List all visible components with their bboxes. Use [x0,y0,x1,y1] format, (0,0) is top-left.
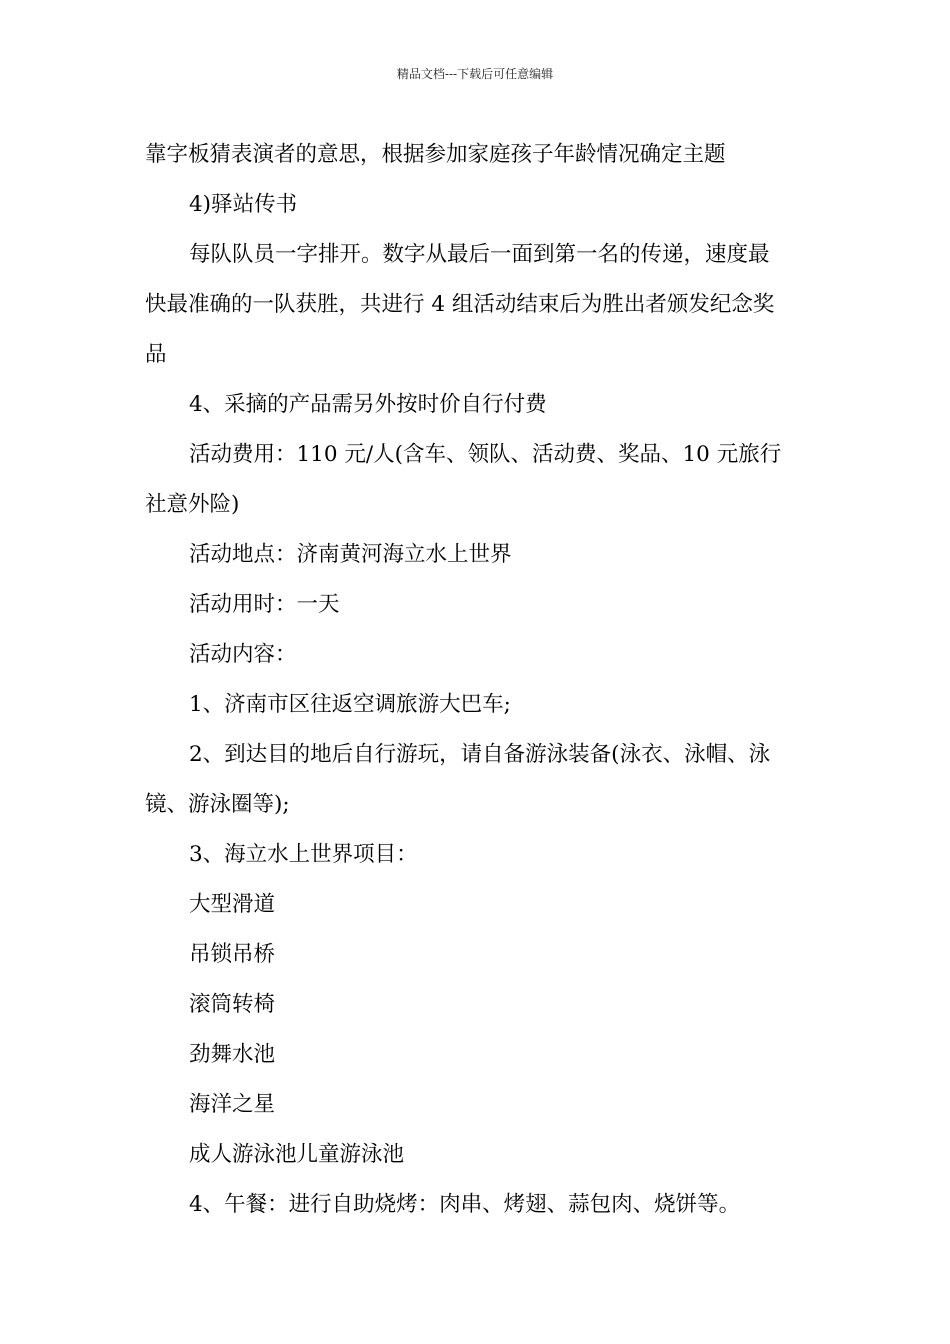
paragraph-line: 每队队员一字排开。数字从最后一面到第一名的传递，速度最 [189,242,770,267]
page-header: 精品文档---下载后可任意编辑 [396,67,554,81]
paragraph-line: 活动用时：一天 [189,592,340,617]
paragraph-line: 社意外险) [145,492,240,517]
paragraph-line: 靠字板猜表演者的意思，根据参加家庭孩子年龄情况确定主题 [145,142,726,167]
list-item: 海洋之星 [189,1092,276,1117]
paragraph-line: 1、济南市区往返空调旅游大巴车; [189,692,511,717]
list-item: 滚筒转椅 [189,992,276,1017]
paragraph-line: 4、采摘的产品需另外按时价自行付费 [189,392,547,417]
list-item: 劲舞水池 [189,1042,276,1067]
paragraph-line: 2、到达目的地后自行游玩，请自备游泳装备(泳衣、泳帽、泳 [189,742,771,767]
list-item: 吊锁吊桥 [189,942,276,967]
paragraph-line: 品 [145,342,167,367]
paragraph-line: 4、午餐：进行自助烧烤：肉串、烤翅、蒜包肉、烧饼等。 [189,1192,741,1217]
paragraph-line: 活动费用：110 元/人(含车、领队、活动费、奖品、10 元旅行 [189,442,782,467]
paragraph-line: 快最准确的一队获胜，共进行 4 组活动结束后为胜出者颁发纪念奖 [145,292,775,317]
paragraph-line: 活动地点：济南黄河海立水上世界 [189,542,512,567]
paragraph-line: 活动内容： [189,642,297,667]
list-item: 成人游泳池儿童游泳池 [189,1142,405,1167]
document-body [145,130,810,1230]
paragraph-line: 4)驿站传书 [189,192,298,217]
list-item: 大型滑道 [189,892,276,917]
paragraph-line: 镜、游泳圈等); [145,792,290,817]
paragraph-line: 3、海立水上世界项目： [189,842,418,867]
